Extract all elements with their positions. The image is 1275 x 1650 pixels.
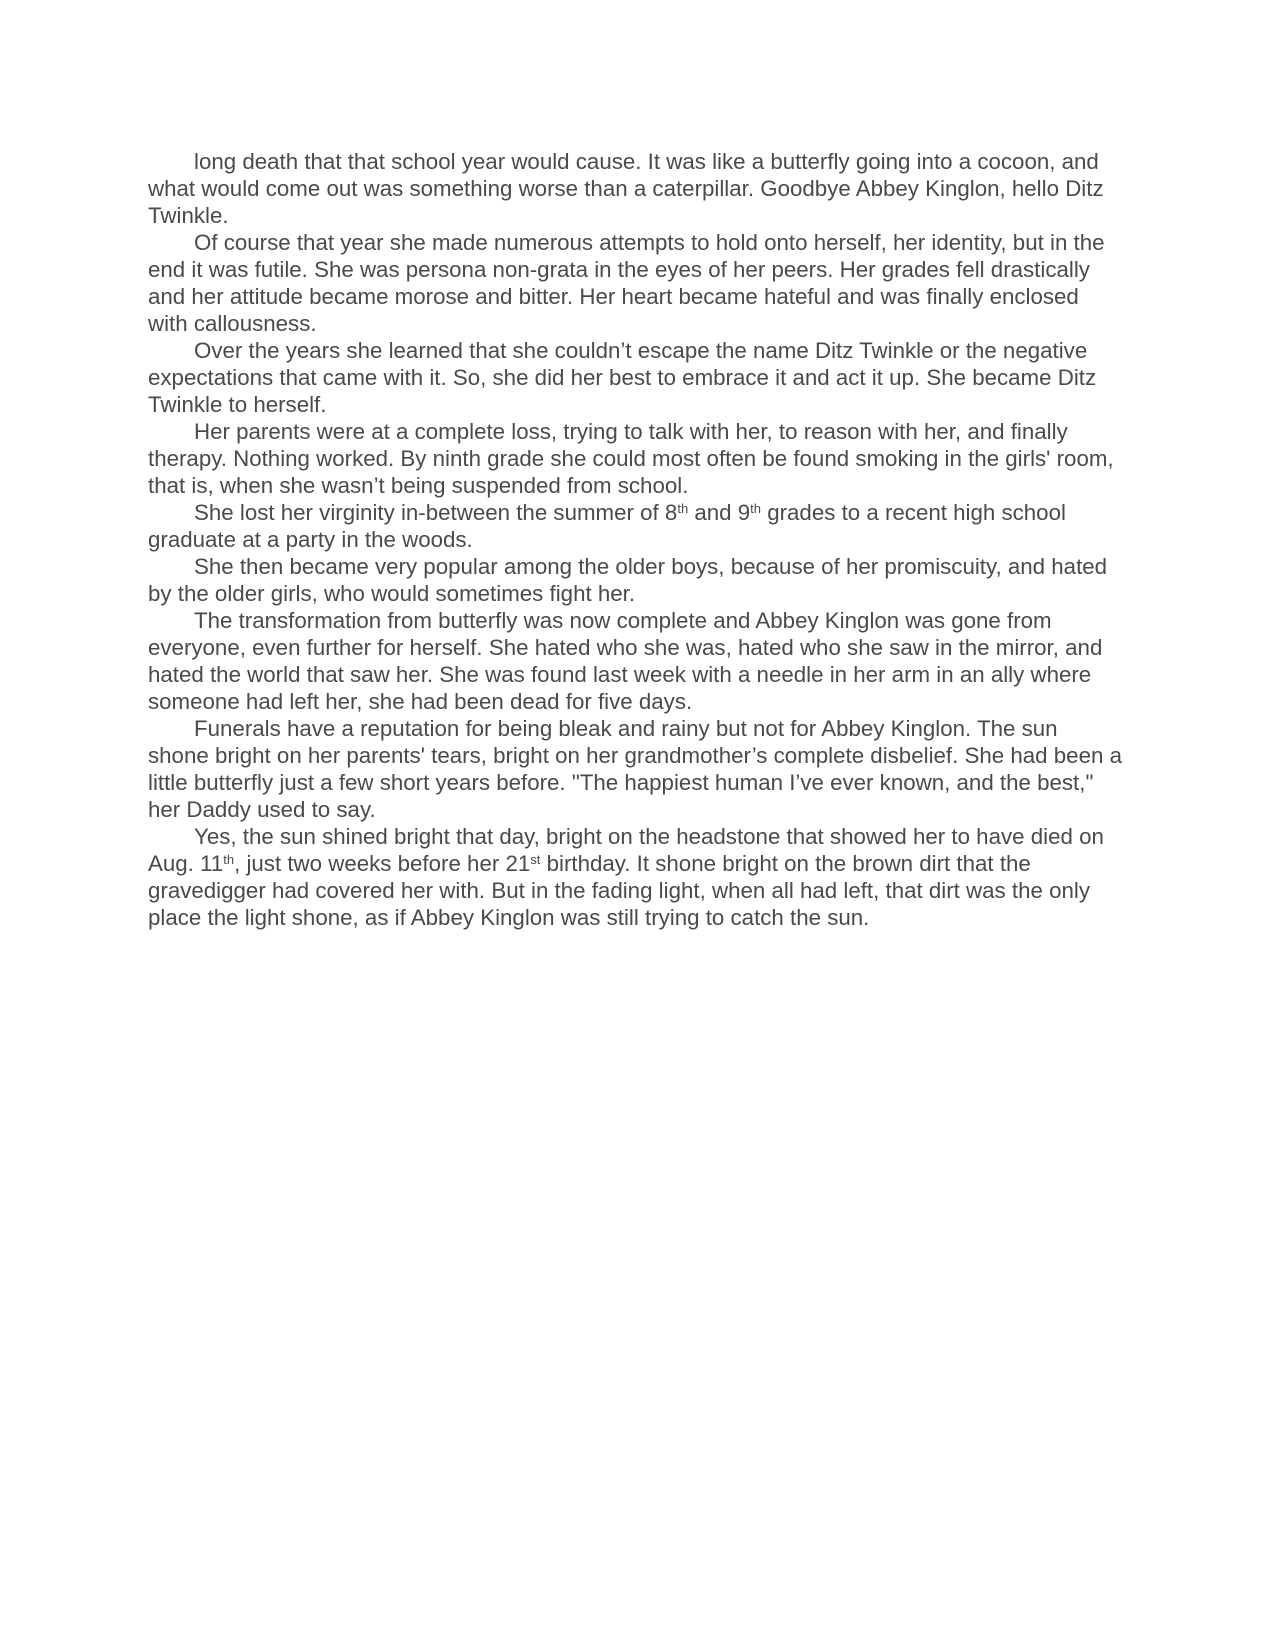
paragraph-5-part-a: She lost her virginity in-between the summer of 8 — [194, 500, 678, 525]
ordinal-suffix: th — [750, 501, 762, 516]
paragraph-8: Funerals have a reputation for being bleak and rainy but not for Abbey Kinglon. The sun shone bright on her parents' tears, bright on her grandmother’s complete disbelief. She had been a little butterfly just a few short years before. "The happiest human I’ve ever known, and the best," her Daddy used to say. — [148, 716, 1122, 822]
paragraph-6: She then became very popular among the older boys, because of her promiscuity, and hated by the older girls, who would sometimes fight her. — [148, 554, 1108, 606]
paragraph-9-part-b: , just two weeks before her 21 — [234, 851, 531, 876]
paragraph-7: The transformation from butterfly was now complete and Abbey Kinglon was gone from everyone, even further for herself. She hated who she was, hated who she saw in the mirror, and hated the world that saw her. She was found last week with a needle in her arm in an ally where someone had left her, she had been dead for five days. — [148, 608, 1103, 714]
ordinal-suffix: th — [223, 852, 235, 867]
paragraph-2: Of course that year she made numerous attempts to hold onto herself, her identity, but in the end it was futile. She was persona non-grata in the eyes of her peers. Her grades fell drastically and her attitude became morose and bitter. Her heart became hateful and was finally enclosed with callousness. — [148, 230, 1105, 336]
paragraph-9 — [148, 823, 1123, 931]
paragraph-9-part-c: birthday. It shone bright on the brown dirt that the gravedigger had covered her with. But in the fading light, when all had left, that dirt was the only place the light shone, as if Abbey Kinglon was still trying to catch the sun. — [148, 851, 1090, 930]
paragraph-4: Her parents were at a complete loss, trying to talk with her, to reason with her, and finally therapy. Nothing worked. By ninth grade she could most often be found smoking in the girls' room, that is, when she wasn’t being suspended from school. — [148, 419, 1114, 498]
paragraph-3: Over the years she learned that she couldn’t escape the name Ditz Twinkle or the negative expectations that came with it. So, she did her best to embrace it and act it up. She became Ditz Twinkle to herself. — [148, 338, 1097, 417]
ordinal-suffix: th — [677, 501, 689, 516]
paragraph-5-part-c: grades to a recent high school graduate at a party in the woods. — [148, 500, 1066, 552]
paragraph-5-part-b: and 9 — [688, 500, 751, 525]
document-page — [148, 148, 1123, 931]
paragraph-9-part-a: Yes, the sun shined bright that day, bright on the headstone that showed her to have died on Aug. 11 — [148, 824, 1104, 876]
paragraph-1: long death that that school year would cause. It was like a butterfly going into a cocoon, and what would come out was something worse than a caterpillar. Goodbye Abbey Kinglon, hello Ditz Twinkle. — [148, 149, 1104, 228]
ordinal-suffix: st — [530, 852, 541, 867]
paragraph-5 — [148, 499, 1123, 553]
